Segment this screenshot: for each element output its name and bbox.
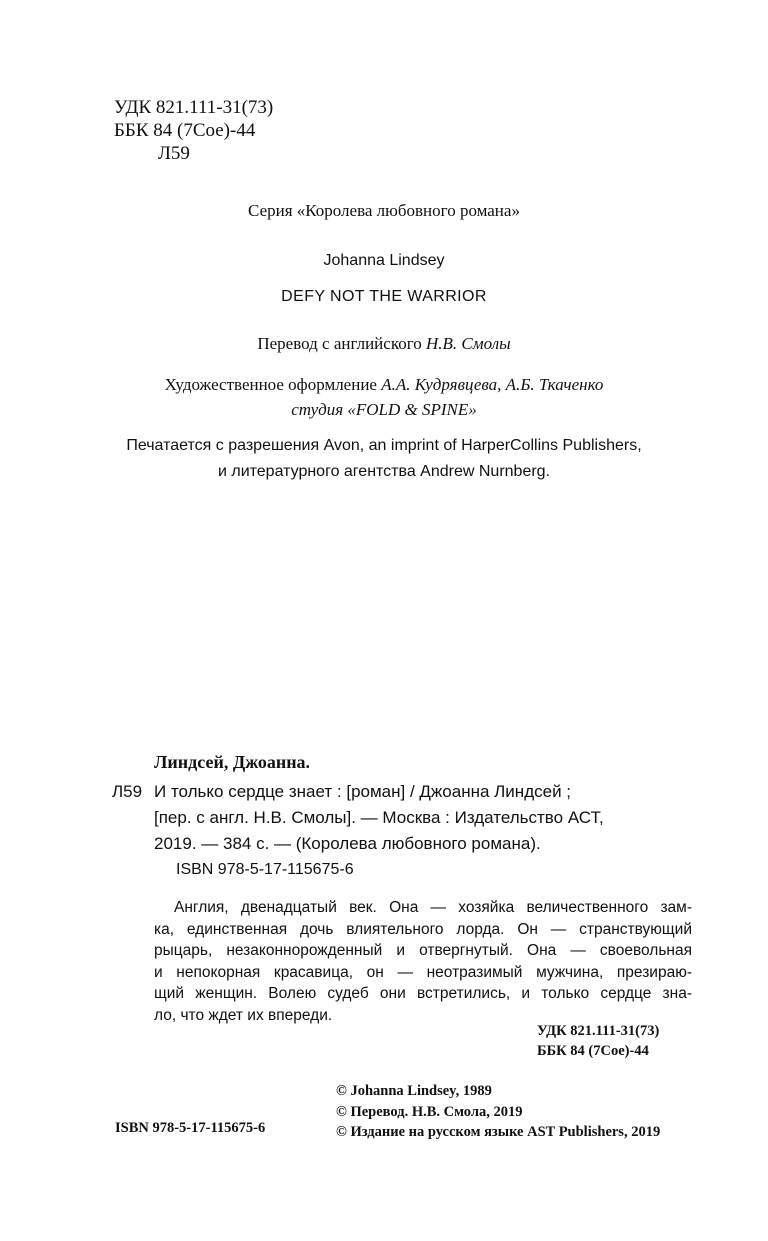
annotation-line: Англия, двенадцатый век. Она — хозяйка величественного зам- <box>174 899 692 916</box>
series-title: Серия «Королева любовного романа» <box>248 201 520 220</box>
permission-line-1: Печатается с разрешения Avon, an imprint of HarperCollins Publishers, <box>126 437 642 454</box>
classification-codes <box>114 96 273 165</box>
annotation-line: щий женщин. Волею судеб они встретились, и только сердце зна- <box>154 985 692 1002</box>
bottom-classification <box>537 1021 659 1061</box>
bottom-udk: УДК 821.111-31(73) <box>537 1023 660 1039</box>
translator-name: Н.В. Смолы <box>426 334 511 353</box>
design-credit <box>0 372 768 422</box>
design-studio-line <box>0 397 768 422</box>
translation-prefix: Перевод с английского <box>257 334 427 353</box>
annotation-line: ка, единственная дочь влиятельного лорда. Он — странствующий <box>154 920 692 938</box>
design-line <box>0 372 768 397</box>
annotation-line: ло, что ждет их впереди. <box>154 1006 333 1024</box>
design-studio: студия «FOLD & SPINE» <box>291 400 477 419</box>
copyright-line: © Издание на русском языке AST Publishers, 2019 <box>336 1124 661 1140</box>
record-line: И только сердце знает : [роман] / Джоанна Линдсей ; <box>154 782 572 801</box>
design-prefix: Художественное оформление <box>164 375 382 394</box>
permission-line-2: и литературного агентства Andrew Nurnberg. <box>217 463 551 480</box>
record-line: [пер. с англ. Н.В. Смолы]. — Москва : Издательство АСТ, <box>154 808 604 827</box>
design-artists: А.А. Кудрявцева, А.Б. Ткаченко <box>381 375 604 394</box>
bbk-code: ББК 84 (7Сое)-44 <box>114 120 256 141</box>
permission-notice <box>0 433 768 485</box>
copyright-line: © Johanna Lindsey, 1989 <box>336 1083 492 1099</box>
record-isbn: ISBN 978-5-17-115675-6 <box>176 861 354 878</box>
bottom-bbk: ББК 84 (7Сое)-44 <box>537 1043 649 1059</box>
udk-code: УДК 821.111-31(73) <box>114 97 274 118</box>
translation-credit <box>0 334 768 354</box>
isbn-footer: ISBN 978-5-17-115675-6 <box>115 1120 266 1136</box>
author-sign: Л59 <box>158 143 190 164</box>
copyright-line: © Перевод. Н.В. Смола, 2019 <box>336 1103 523 1120</box>
original-author: Johanna Lindsey <box>323 252 445 269</box>
annotation-line: рыцарь, незаконнорожденный и отвергнутый. Она — своевольная <box>154 942 692 959</box>
record-author: Линдсей, Джоанна. <box>154 752 311 772</box>
original-title: DEFY NOT THE WARRIOR <box>281 288 487 305</box>
annotation-line: и непокорная красавица, он — неотразимый мужчина, презираю- <box>154 963 692 981</box>
copyright-block <box>336 1081 660 1143</box>
record-line: 2019. — 384 с. — (Королева любовного романа). <box>154 834 541 853</box>
record-code: Л59 <box>112 782 143 801</box>
book-annotation <box>154 897 692 1026</box>
